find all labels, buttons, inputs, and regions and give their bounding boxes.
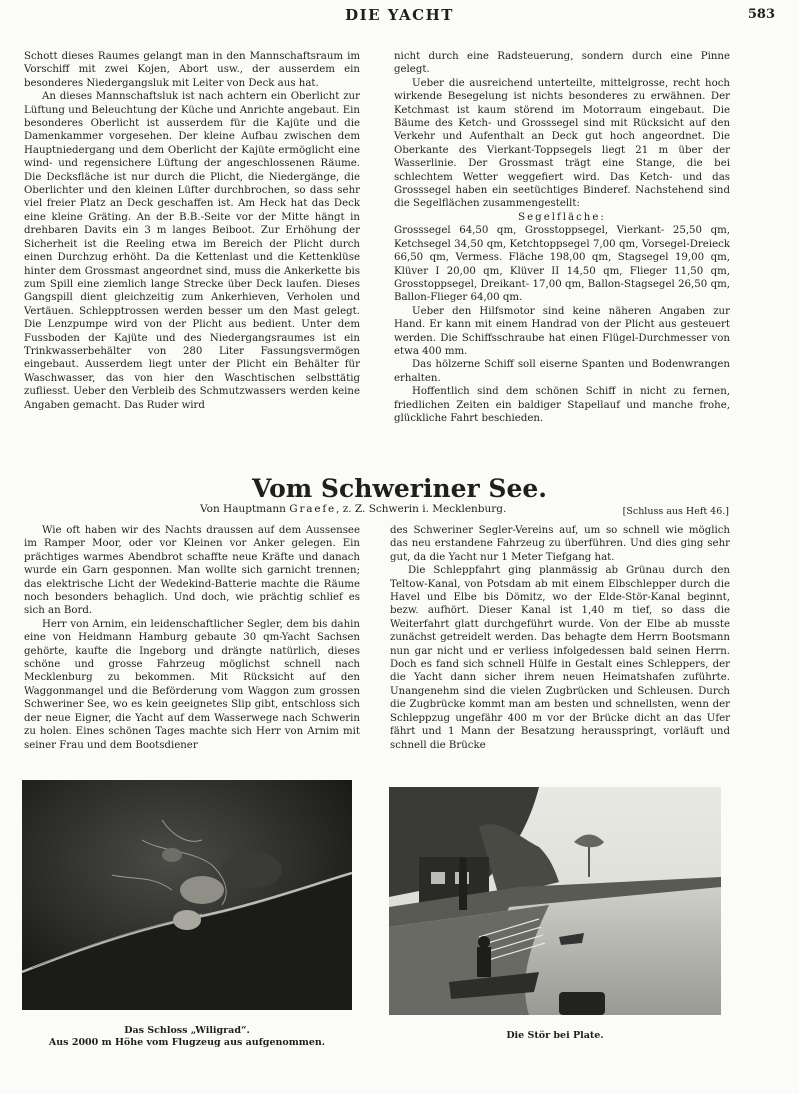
article-title: Vom Schweriner See. xyxy=(251,474,547,503)
paragraph: Ueber die ausreichend unterteilte, mittelgrosse, recht hoch wirkende Besegelung ist nichts besonderes zu erwähnen. Der Ketchmast ist kaum störend im Motorraum eingebaut. Die Bäume des Ketch- und Grosssegel sind mit Rücksicht auf den Verkehr und Aufenthalt an Deck gut hoch angeordnet. Die Oberkante des Vierkant-Toppsegels liegt 21 m über der Wasserlinie. Der Grossmast trägt eine Stange, die bei schlechtem Wetter weggefiert wird. Das Ketch- und das Grosssegel haben ein seetüchtiges Binderef. Nachstehend sind die Segelflächen zusammengestellt: xyxy=(394,77,730,210)
paragraph: nicht durch eine Radsteuerung, sondern durch eine Pinne gelegt. xyxy=(394,51,730,76)
top-left-column xyxy=(24,50,360,412)
sail-area-list: Grosssegel 64,50 qm, Grosstoppsegel, Vierkant- 25,50 qm, Ketchsegel 34,50 qm, Ketchtoppsegel 7,00 qm, Vorsegel-Dreieck 66,50 qm, Vermess. Fläche 198,00 qm, Stagsegel 19,00 qm, Klüver I 20,00 qm, Klüver II 14,50 qm, Flieger 11,50 qm, Grosstoppsegel, Dreikant- 17,00 qm, Ballon-Stagsegel 26,50 qm, Ballon-Flieger 64,00 qm. xyxy=(394,225,730,304)
page-number: 583 xyxy=(747,7,775,22)
aerial-photo-image xyxy=(22,780,352,1010)
photo-stoer-river xyxy=(389,787,721,1015)
paragraph: Wie oft haben wir des Nachts draussen auf dem Aussensee im Ramper Moor, oder vor Kleinen vor Anker gelegen. Ein prächtiges warmes Abendbrot schaffte neue Kräfte und danach wurde ein Garn gesponnen. Man wollte sich garnicht trennen; das elektrische Licht der Wedekind-Batterie machte die Räume noch besonders behaglich. Und doch, wie prächtig schlief es sich an Bord. xyxy=(24,525,360,617)
sail-area-heading: Segelfläche: xyxy=(518,211,606,223)
magazine-title: DIE YACHT xyxy=(345,6,454,24)
caption-line: Aus 2000 m Höhe vom Flugzeug aus aufgenommen. xyxy=(48,1037,326,1048)
paragraph: Hoffentlich sind dem schönen Schiff in nicht zu fernen, friedlichen Zeiten ein baldiger Stapellauf und manche frohe, glückliche Fahrt beschieden. xyxy=(394,386,730,424)
continuation-note: [Schluss aus Heft 46.] xyxy=(622,506,729,517)
paragraph: des Schweriner Segler-Vereins auf, um so schnell wie möglich das neu erstandene Fahrzeug zu überführen. Und dies ging sehr gut, da die Yacht nur 1 Meter Tiefgang hat. xyxy=(390,525,730,563)
article-right-column xyxy=(390,524,730,752)
article-left-column xyxy=(24,524,360,752)
byline-suffix: , z. Z. Schwerin i. Mecklenburg. xyxy=(336,503,507,515)
aerial-photo-caption xyxy=(22,1025,352,1049)
paragraph: Die Schleppfahrt ging planmässig ab Grünau durch den Teltow-Kanal, von Potsdam ab mit einem Elbschlepper durch die Havel und Elbe bis Dömitz, wo der Elde-Stör-Kanal beginnt, bezw. aufhört. Dieser Kanal ist 1,40 m tief, so dass die Weiterfahrt glatt durchgeführt wurde. Von der Elbe ab musste zunächst getreidelt werden. Das behagte dem Herrn Bootsmann nun gar nicht und er verliess infolgedessen bald seinen Herrn. Doch es fand sich schnell Hülfe in Gestalt eines Schleppers, der die Yacht dann sicher ihrem neuen Heimatshafen zuführte. Unangenehm sind die vielen Zugbrücken und Schleusen. Durch die Zugbrücke kommt man am besten und schnellsten, wenn der Schleppzug ungefähr 400 m vor der Brücke dicht an das Ufer fährt und 1 Mann der Besatzung herausspringt, vorläuft und schnell die Brücke xyxy=(390,565,730,751)
aerial-photo-wiligrad xyxy=(22,780,352,1010)
page-header xyxy=(0,4,799,28)
paragraph: Ueber den Hilfsmotor sind keine näheren Angaben zur Hand. Er kann mit einem Handrad von der Plicht aus gesteuert werden. Die Schiffsschraube hat einen Flügel-Durchmesser von etwa 400 mm. xyxy=(394,305,730,357)
top-right-column xyxy=(394,50,730,425)
article-byline xyxy=(200,503,506,515)
caption-line: Das Schloss „Wiligrad“. xyxy=(124,1025,250,1036)
paragraph: An dieses Mannschaftsluk ist nach achtern ein Oberlicht zur Lüftung und Beleuchtung der Küche und Anrichte angebaut. Ein besonderes Oberlicht ist ausserdem für die Kajüte und die Damenkammer vorgesehen. Der kleine Aufbau zwischen dem Hauptniedergang und dem Oberlicht der Kajüte ermöglicht eine wind- und regensichere Lüftung der angeschlossenen Räume. Die Decksfläche ist nur durch die Plicht, die Niedergänge, die Oberlichter und den kleinen Lüfter durchbrochen, so dass sehr viel freier Platz an Deck geschaffen ist. Am Heck hat das Deck eine kleine Gräting. An der B.B.-Seite vor der Mitte hängt in drehbaren Davits ein 3 m langes Beiboot. Zur Erhöhung der Sicherheit ist die Reeling etwa im Bereich der Plicht durch einen Durchzug erhöht. Da die Kettenlast und die Kettenklüse hinter dem Grossmast angeordnet sind, muss die Ankerkette bis zum Spill eine ziemlich lange Strecke über Deck laufen. Dieses Gangspill dient gleichzeitig zum Ankerhieven, Verholen und Vertäuen. Schlepptrossen werden besser um den Mast gelegt. Die Lenzpumpe wird von der Plicht aus bedient. Unter dem Fussboden der Kajüte und des Niedergangsraumes ist ein Trinkwasserbehälter von 280 Liter Fassungsvermögen eingebaut. Ausserdem liegt unter der Plicht ein Behälter für Waschwasser, das von hier den Waschtischen selbsttätig zufliesst. Ueber den Verbleib des Schmutzwassers werden keine Angaben gemacht. Das Ruder wird xyxy=(24,91,360,411)
byline-author: Graefe xyxy=(289,503,337,515)
paragraph: Schott dieses Raumes gelangt man in den Mannschaftsraum im Vorschiff mit zwei Kojen, Abort usw., der ausserdem ein besonderes Niedergangsluk mit Leiter von Deck aus hat. xyxy=(24,51,360,89)
byline-prefix: Von Hauptmann xyxy=(200,503,286,515)
paragraph: Herr von Arnim, ein leidenschaftlicher Segler, dem bis dahin eine von Heidmann Hamburg gebaute 30 qm-Yacht Sachsen gehörte, kaufte die Ingeborg und drängte natürlich, dieses schöne und grosse Fahrzeug möglichst schnell nach Mecklenburg zu bekommen. Mit Rücksicht auf den Waggonmangel und die Beförderung vom Waggon zum grossen Schweriner See, wo es kein geeignetes Slip gibt, entschloss sich der neue Eigner, die Yacht auf dem Wasserwege nach Schwerin zu holen. Eines schönen Tages machte sich Herr von Arnim mit seiner Frau und dem Bootsdiener xyxy=(24,618,360,751)
river-photo-caption: Die Stör bei Plate. xyxy=(506,1030,604,1041)
river-photo-image xyxy=(389,787,721,1015)
paragraph: Das hölzerne Schiff soll eiserne Spanten und Bodenwrangen erhalten. xyxy=(394,359,730,384)
